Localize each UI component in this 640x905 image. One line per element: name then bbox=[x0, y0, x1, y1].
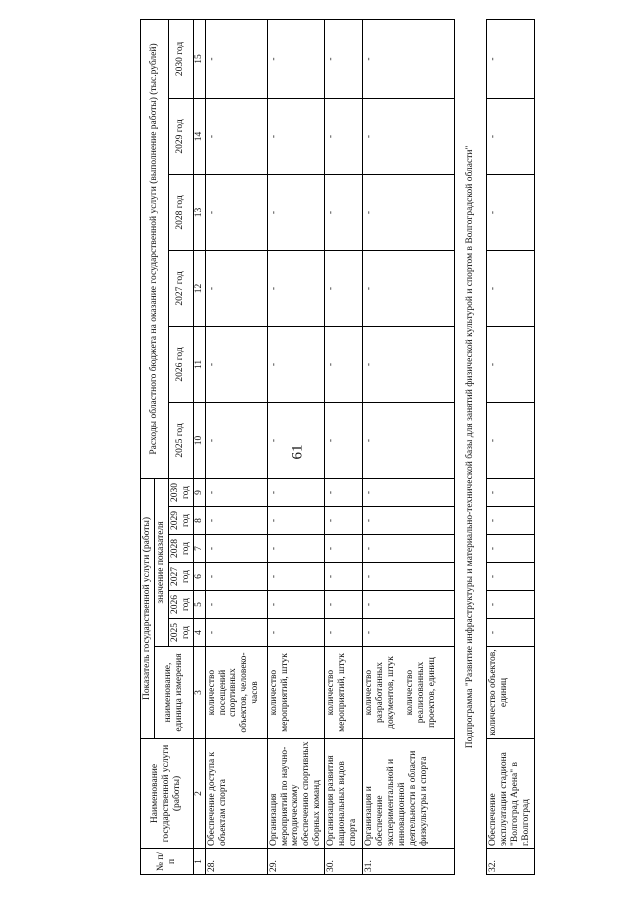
col-index: 12 bbox=[193, 250, 205, 326]
value-cell: - bbox=[487, 591, 535, 619]
value-cell: - bbox=[267, 591, 325, 619]
value-cell: - bbox=[267, 507, 325, 535]
header-year: 2025 год bbox=[168, 402, 193, 478]
value-cell: - bbox=[363, 563, 455, 591]
expense-cell: - bbox=[325, 250, 363, 326]
col-index: 3 bbox=[193, 647, 205, 739]
col-index: 6 bbox=[193, 563, 205, 591]
value-cell: - bbox=[487, 619, 535, 647]
header-year: 2030 год bbox=[168, 478, 193, 506]
expense-cell: - bbox=[325, 98, 363, 174]
expense-cell: - bbox=[267, 174, 325, 250]
row-service-name: Обеспечение эксплуатации стадиона "Волгоград Арена" в г.Волгоград bbox=[487, 739, 535, 849]
row-service-name: Организация мероприятий по научно-методическому обеспечению спортивных сборных команд bbox=[267, 739, 325, 849]
row-unit: количество мероприятий, штук bbox=[325, 647, 363, 739]
expense-cell: - bbox=[487, 326, 535, 402]
value-cell: - bbox=[325, 535, 363, 563]
table-row bbox=[325, 19, 363, 874]
row-num: 31. bbox=[363, 849, 455, 875]
value-cell: - bbox=[325, 563, 363, 591]
value-cell: - bbox=[325, 591, 363, 619]
expense-cell: - bbox=[325, 402, 363, 478]
value-cell: - bbox=[325, 507, 363, 535]
header-year: 2026 год bbox=[168, 591, 193, 619]
value-cell: - bbox=[487, 478, 535, 506]
value-cell: - bbox=[487, 507, 535, 535]
header-year: 2027 год bbox=[168, 563, 193, 591]
value-cell: - bbox=[205, 507, 267, 535]
header-year: 2030 год bbox=[168, 19, 193, 98]
table-row bbox=[487, 19, 535, 874]
col-index: 5 bbox=[193, 591, 205, 619]
value-cell: - bbox=[205, 619, 267, 647]
col-index: 1 bbox=[193, 849, 205, 875]
table-row bbox=[267, 19, 325, 874]
row-unit-secondary: количество реализованных проектов, единиц bbox=[404, 657, 437, 728]
value-cell: - bbox=[267, 478, 325, 506]
subprogram-title: Подпрограмма "Развитие инфраструктуры и материально-технической базы для занятий физической культурой и спортом в Волгоградской области" bbox=[455, 19, 487, 874]
value-cell: - bbox=[363, 478, 455, 506]
row-unit: количество мероприятий, штук bbox=[267, 647, 325, 739]
header-year: 2025 год bbox=[168, 619, 193, 647]
row-unit-primary: количество разработанных документов, штук bbox=[364, 656, 397, 729]
col-index: 8 bbox=[193, 507, 205, 535]
expense-cell: - bbox=[325, 326, 363, 402]
col-index: 7 bbox=[193, 535, 205, 563]
column-index-row bbox=[193, 19, 205, 874]
row-service-name: Обеспечение доступа к объектам спорта bbox=[205, 739, 267, 849]
expense-cell: - bbox=[205, 250, 267, 326]
table-row bbox=[205, 19, 267, 874]
expense-cell: - bbox=[267, 250, 325, 326]
value-cell: - bbox=[325, 478, 363, 506]
value-cell: - bbox=[363, 591, 455, 619]
services-table bbox=[140, 19, 535, 875]
page-number: 61 bbox=[289, 444, 306, 460]
expense-cell: - bbox=[267, 19, 325, 98]
expense-cell: - bbox=[487, 402, 535, 478]
header-year: 2027 год bbox=[168, 250, 193, 326]
header-num: № п/п bbox=[141, 849, 194, 875]
value-cell: - bbox=[267, 535, 325, 563]
value-cell: - bbox=[205, 478, 267, 506]
expense-cell: - bbox=[487, 98, 535, 174]
col-index: 14 bbox=[193, 98, 205, 174]
table-row bbox=[363, 19, 455, 874]
value-cell: - bbox=[363, 507, 455, 535]
row-service-name: Организация развития национальных видов спорта bbox=[325, 739, 363, 849]
expense-cell: - bbox=[487, 174, 535, 250]
subprogram-row bbox=[455, 19, 487, 874]
header-year: 2029 год bbox=[168, 507, 193, 535]
col-index: 4 bbox=[193, 619, 205, 647]
value-cell: - bbox=[487, 535, 535, 563]
header-unit: наименование, единица измерения bbox=[154, 647, 193, 739]
expense-cell: - bbox=[487, 250, 535, 326]
header-year: 2028 год bbox=[168, 174, 193, 250]
value-cell: - bbox=[325, 619, 363, 647]
header-indicator-group: Показатель государственной услуги (работы) bbox=[141, 478, 155, 738]
col-index: 9 bbox=[193, 478, 205, 506]
value-cell: - bbox=[205, 535, 267, 563]
value-cell: - bbox=[363, 535, 455, 563]
expense-cell: - bbox=[363, 174, 455, 250]
row-service-name: Организация и обеспечение экспериментальной и инновационной деятельности в области физкультуры и спорта bbox=[363, 739, 455, 849]
expense-cell: - bbox=[325, 19, 363, 98]
expense-cell: - bbox=[363, 250, 455, 326]
expense-cell: - bbox=[205, 174, 267, 250]
col-index: 15 bbox=[193, 19, 205, 98]
header-expense-group: Расходы областного бюджета на оказание государственной услуги (выполнение работы) (тыс.рублей) bbox=[141, 19, 169, 478]
value-cell: - bbox=[267, 563, 325, 591]
row-unit: количество объектов, единиц bbox=[487, 647, 535, 739]
value-cell: - bbox=[205, 591, 267, 619]
col-index: 2 bbox=[193, 739, 205, 849]
header-value-group: значение показателя bbox=[154, 478, 168, 646]
value-cell: - bbox=[267, 619, 325, 647]
expense-cell: - bbox=[205, 98, 267, 174]
header-year: 2028 год bbox=[168, 535, 193, 563]
value-cell: - bbox=[205, 563, 267, 591]
row-unit: количество посещений спортивных объектов, человеко-часов bbox=[205, 647, 267, 739]
row-num: 30. bbox=[325, 849, 363, 875]
expense-cell: - bbox=[363, 402, 455, 478]
col-index: 10 bbox=[193, 402, 205, 478]
expense-cell: - bbox=[267, 402, 325, 478]
value-cell: - bbox=[487, 563, 535, 591]
expense-cell: - bbox=[267, 98, 325, 174]
expense-cell: - bbox=[205, 19, 267, 98]
value-cell: - bbox=[363, 619, 455, 647]
expense-cell: - bbox=[363, 98, 455, 174]
expense-cell: - bbox=[205, 326, 267, 402]
row-unit bbox=[363, 647, 455, 739]
row-num: 29. bbox=[267, 849, 325, 875]
row-num: 28. bbox=[205, 849, 267, 875]
expense-cell: - bbox=[267, 326, 325, 402]
expense-cell: - bbox=[363, 326, 455, 402]
header-year: 2029 год bbox=[168, 98, 193, 174]
header-service-name: Наименование государственной услуги (работы) bbox=[141, 739, 194, 849]
col-index: 11 bbox=[193, 326, 205, 402]
col-index: 13 bbox=[193, 174, 205, 250]
expense-cell: - bbox=[363, 19, 455, 98]
row-num: 32. bbox=[487, 849, 535, 875]
header-year: 2026 год bbox=[168, 326, 193, 402]
expense-cell: - bbox=[325, 174, 363, 250]
expense-cell: - bbox=[487, 19, 535, 98]
expense-cell: - bbox=[205, 402, 267, 478]
rotated-table-container bbox=[140, 20, 610, 875]
